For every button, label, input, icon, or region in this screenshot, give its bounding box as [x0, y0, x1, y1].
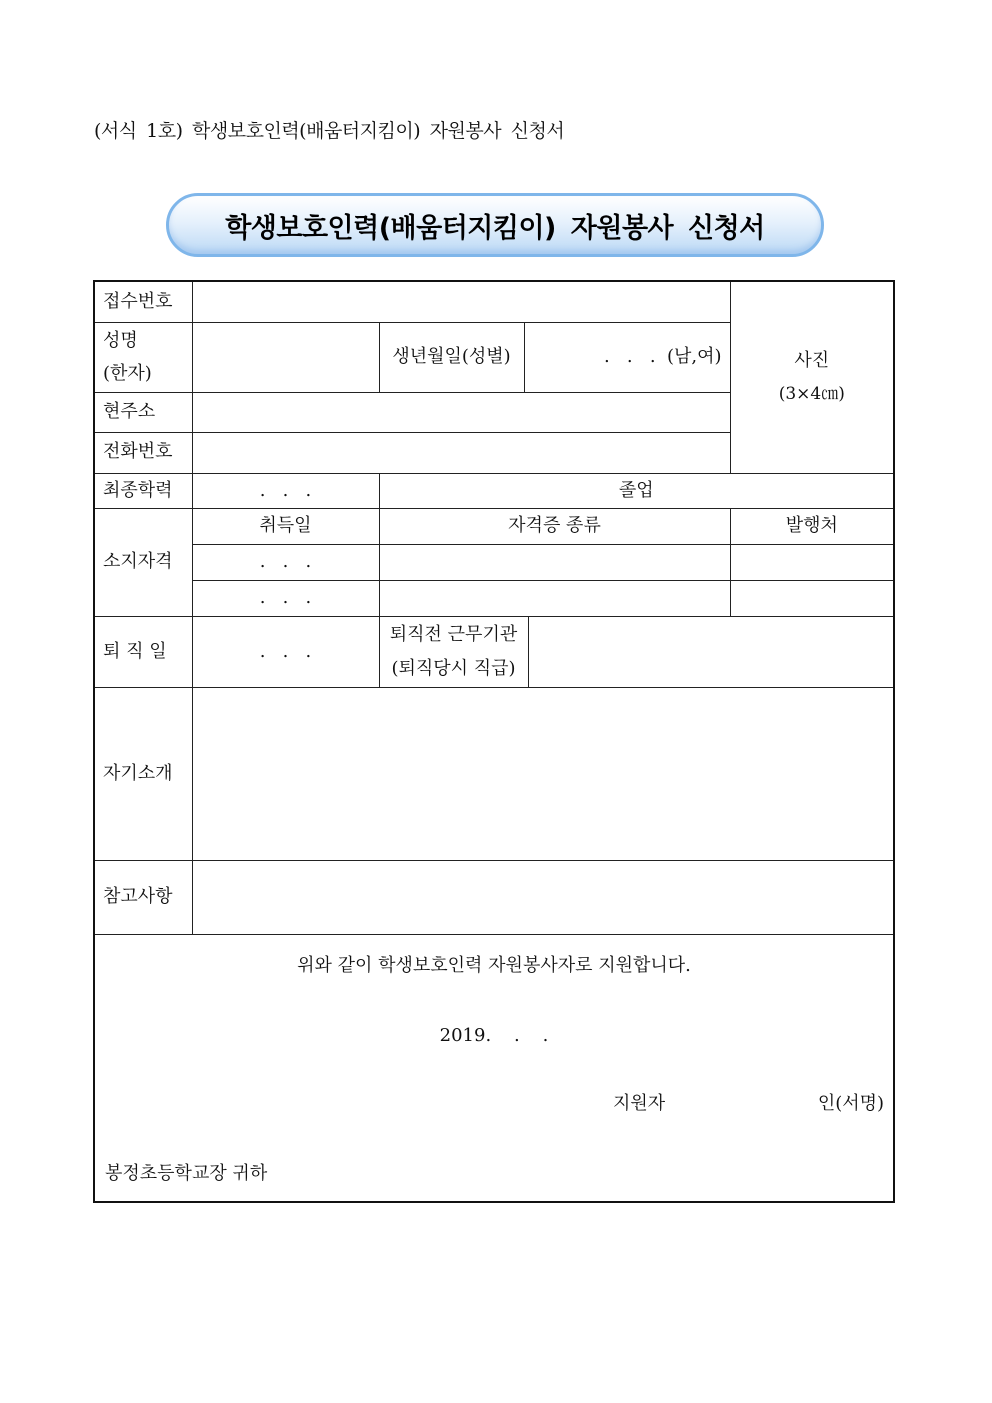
- phone-label: 전화번호: [94, 432, 192, 473]
- notes-label: 참고사항: [94, 860, 192, 934]
- license-1-type-field[interactable]: [379, 544, 730, 580]
- license-2-date-field[interactable]: . . .: [192, 580, 379, 616]
- photo-box: [730, 281, 894, 473]
- retire-date-label: 퇴 직 일: [94, 616, 192, 687]
- closing-cell: [94, 934, 894, 1202]
- row-license-header: [94, 508, 894, 544]
- title-banner: [166, 193, 824, 257]
- row-education: [94, 473, 894, 508]
- prev-org-label: [380, 617, 529, 687]
- row-notes: [94, 860, 894, 934]
- notes-field[interactable]: [192, 860, 894, 934]
- self-intro-label: 자기소개: [94, 687, 192, 860]
- address-field[interactable]: [192, 392, 730, 432]
- address-label: 현주소: [94, 392, 192, 432]
- license-row-2: [94, 580, 894, 616]
- prev-org-field[interactable]: [529, 617, 894, 687]
- applicant-label: 지원자: [613, 1092, 666, 1114]
- row-self-intro: [94, 687, 894, 860]
- license-type-header: 자격증 종류: [379, 508, 730, 544]
- license-label: 소지자격: [94, 508, 192, 616]
- prev-org-label-line1: 퇴직전 근무기관: [389, 624, 518, 646]
- recipient: 봉정초등학교장 귀하: [105, 1162, 268, 1184]
- name-label-line1: 성명: [103, 329, 138, 351]
- acquired-date-header: 취득일: [192, 508, 379, 544]
- closing-statement: 위와 같이 학생보호인력 자원봉사자로 지원합니다.: [297, 954, 691, 976]
- prev-org-container: [379, 616, 894, 687]
- form-caption: (서식 1호) 학생보호인력(배움터지킴이) 자원봉사 신청서: [94, 120, 565, 142]
- application-form-table: [93, 280, 895, 1203]
- receipt-no-field[interactable]: [192, 281, 730, 322]
- prev-org-label-line2: (퇴직당시 직급): [391, 657, 516, 679]
- photo-size: (3×4㎝): [778, 384, 845, 405]
- phone-field[interactable]: [192, 432, 730, 473]
- graduation-field[interactable]: 졸업: [379, 473, 894, 508]
- photo-label: 사진: [794, 350, 830, 371]
- education-label: 최종학력: [94, 473, 192, 508]
- self-intro-field[interactable]: [192, 687, 894, 860]
- name-label: [94, 322, 192, 392]
- retire-date-field[interactable]: . . .: [192, 616, 379, 687]
- license-1-date-field[interactable]: . . .: [192, 544, 379, 580]
- education-date-field[interactable]: . . .: [192, 473, 379, 508]
- page-title: 학생보호인력(배움터지킴이) 자원봉사 신청서: [225, 212, 765, 244]
- row-closing: [94, 934, 894, 1202]
- license-2-issuer-field[interactable]: [730, 580, 894, 616]
- closing-date[interactable]: 2019. . .: [439, 1024, 549, 1046]
- receipt-no-label: 접수번호: [94, 281, 192, 322]
- name-label-line2: (한자): [103, 363, 152, 384]
- seal-signature[interactable]: 인(서명): [817, 1092, 885, 1114]
- birth-label: 생년월일(성별): [379, 322, 524, 392]
- license-1-issuer-field[interactable]: [730, 544, 894, 580]
- issuer-header: 발행처: [730, 508, 894, 544]
- birth-field[interactable]: . . . (남,여): [524, 322, 730, 392]
- license-row-1: [94, 544, 894, 580]
- row-receipt-no: [94, 281, 894, 322]
- name-field[interactable]: [192, 322, 379, 392]
- row-retirement: [94, 616, 894, 687]
- license-2-type-field[interactable]: [379, 580, 730, 616]
